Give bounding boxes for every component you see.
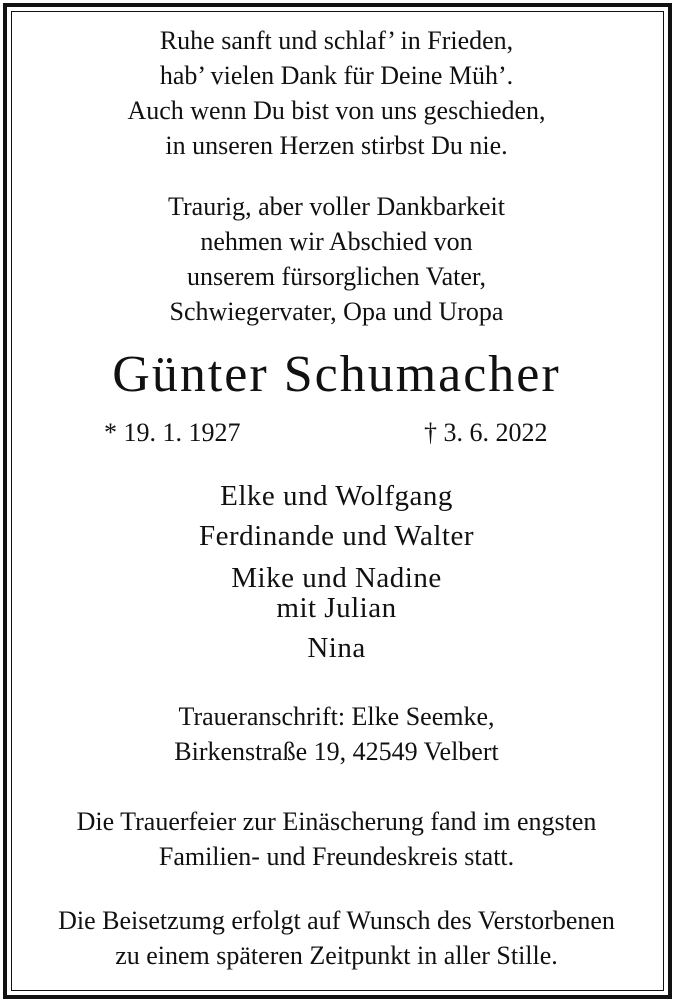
burial-line-1: Die Beisetzumg erfolgt auf Wunsch des Verstorbenen: [58, 906, 615, 935]
poem-line-2: hab’ vielen Dank für Deine Müh’.: [159, 61, 514, 90]
poem-line-1: Ruhe sanft und schlaf’ in Frieden,: [159, 26, 514, 55]
intro-line-1: Traurig, aber voller Dankbarkeit: [168, 192, 505, 221]
poem-line-4: in unseren Herzen stirbst Du nie.: [165, 131, 508, 160]
ceremony-line-1: Die Trauerfeier zur Einäscherung fand im engsten: [76, 807, 597, 836]
family-line-3: Mike und Nadine: [231, 562, 442, 594]
death-date: † 3. 6. 2022: [424, 418, 548, 447]
intro-line-4: Schwiegervater, Opa und Uropa: [169, 297, 504, 326]
ceremony-line-2: Familien- und Freundeskreis statt.: [158, 842, 515, 871]
deceased-name: Günter Schumacher: [112, 346, 561, 403]
poem-line-3: Auch wenn Du bist von uns geschieden,: [127, 96, 546, 125]
intro-line-3: unserem fürsorglichen Vater,: [186, 262, 487, 291]
address-line-1: Traueranschrift: Elke Seemke,: [178, 702, 495, 731]
family-line-2: Ferdinande und Walter: [199, 520, 474, 552]
family-line-5: Nina: [307, 632, 366, 664]
family-line-4: mit Julian: [276, 592, 397, 624]
burial-line-2: zu einem späteren Zeitpunkt in aller Stille.: [115, 941, 558, 970]
address-line-2: Birkenstraße 19, 42549 Velbert: [174, 737, 499, 766]
family-line-1: Elke und Wolfgang: [220, 480, 453, 512]
intro-line-2: nehmen wir Abschied von: [200, 227, 473, 256]
birth-date: * 19. 1. 1927: [104, 418, 241, 447]
